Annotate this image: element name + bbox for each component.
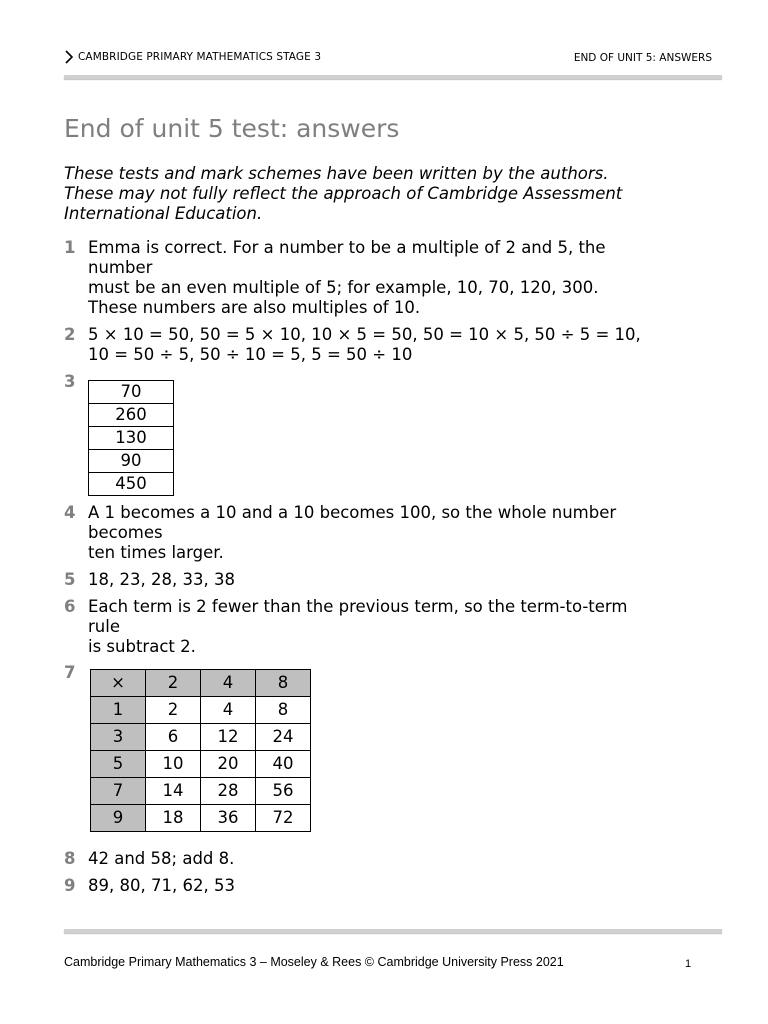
answer-8 [64, 849, 704, 869]
grid-row-header: 9 [91, 805, 146, 832]
answer-2 [64, 325, 704, 365]
answer-line: is subtract 2. [88, 637, 196, 656]
multiplication-grid [90, 669, 311, 832]
intro-line: International Education. [64, 204, 263, 223]
answer-line: rule [88, 617, 120, 636]
page-header [64, 50, 712, 68]
intro-note [64, 164, 714, 224]
answer-7 [64, 663, 704, 832]
answer-line: 89, 80, 71, 62, 53 [88, 876, 235, 895]
table-cell: 70 [89, 381, 174, 404]
table-cell: 260 [89, 404, 174, 427]
table-cell: 90 [89, 450, 174, 473]
grid-cell: 14 [146, 778, 201, 805]
question-number: 9 [64, 876, 76, 895]
grid-cell: 36 [201, 805, 256, 832]
grid-cell: 10 [146, 751, 201, 778]
header-unit-title: END OF UNIT 5: ANSWERS [573, 52, 712, 64]
grid-cell: 2 [146, 697, 201, 724]
question-number: 3 [64, 372, 76, 391]
answer-line: These numbers are also multiples of 10. [88, 298, 421, 317]
grid-cell: 6 [146, 724, 201, 751]
grid-cell: 56 [256, 778, 311, 805]
grid-cell: 12 [201, 724, 256, 751]
answer-line: becomes [88, 523, 163, 542]
page-title: End of unit 5 test: answers [64, 114, 400, 143]
answer-line: number [88, 258, 153, 277]
grid-cell: 72 [256, 805, 311, 832]
question-number: 7 [64, 663, 76, 682]
question-number: 4 [64, 503, 76, 522]
grid-cell: 8 [256, 697, 311, 724]
answer-line: Each term is 2 fewer than the previous term, so the term-to-term [88, 597, 628, 616]
answer-line: Emma is correct. For a number to be a multiple of 2 and 5, the [88, 238, 606, 257]
grid-row-header: 3 [91, 724, 146, 751]
grid-cell: 18 [146, 805, 201, 832]
grid-row-header: 1 [91, 697, 146, 724]
footer-divider [64, 929, 722, 933]
footer-copyright: Cambridge Primary Mathematics 3 – Moseley & Rees © Cambridge University Press 2021 [64, 955, 564, 969]
question-number: 5 [64, 570, 76, 589]
intro-line: These tests and mark schemes have been written by the authors. [64, 164, 609, 183]
question-number: 1 [64, 238, 76, 257]
grid-row-header: 7 [91, 778, 146, 805]
grid-row-header: 5 [91, 751, 146, 778]
table-cell: 450 [89, 473, 174, 496]
answer-4 [64, 503, 704, 563]
question-number: 8 [64, 849, 76, 868]
answer-line: 18, 23, 28, 33, 38 [88, 570, 235, 589]
header-series-title: CAMBRIDGE PRIMARY MATHEMATICS STAGE 3 [78, 51, 322, 63]
grid-header-cell: 4 [201, 670, 256, 697]
grid-cell: 4 [201, 697, 256, 724]
answer-line: ten times larger. [88, 543, 224, 562]
chevron-right-icon [64, 50, 74, 64]
grid-cell: 40 [256, 751, 311, 778]
header-left [64, 50, 321, 64]
question-number: 6 [64, 597, 76, 616]
header-divider [64, 75, 722, 79]
answer-3 [64, 372, 704, 496]
question-number: 2 [64, 325, 76, 344]
grid-header-cell: 2 [146, 670, 201, 697]
answer-1 [64, 238, 704, 318]
grid-cell: 28 [201, 778, 256, 805]
intro-line: These may not fully reflect the approach of Cambridge Assessment [64, 184, 623, 203]
answer-line: 10 = 50 ÷ 5, 50 ÷ 10 = 5, 5 = 50 ÷ 10 [88, 345, 413, 364]
answer-9 [64, 876, 704, 896]
grid-header-cell: 8 [256, 670, 311, 697]
grid-cell: 24 [256, 724, 311, 751]
grid-header-cell: × [91, 670, 146, 697]
answer-line: 5 × 10 = 50, 50 = 5 × 10, 10 × 5 = 50, 50 = 10 × 5, 50 ÷ 5 = 10, [88, 325, 641, 344]
answer-line: A 1 becomes a 10 and a 10 becomes 100, so the whole number [88, 503, 617, 522]
answer-line: 42 and 58; add 8. [88, 849, 235, 868]
multiples-table [88, 380, 174, 496]
answer-line: must be an even multiple of 5; for example, 10, 70, 120, 300. [88, 278, 599, 297]
grid-cell: 20 [201, 751, 256, 778]
page-number: 1 [685, 958, 692, 970]
answer-6 [64, 597, 704, 657]
table-cell: 130 [89, 427, 174, 450]
answer-5 [64, 570, 704, 590]
